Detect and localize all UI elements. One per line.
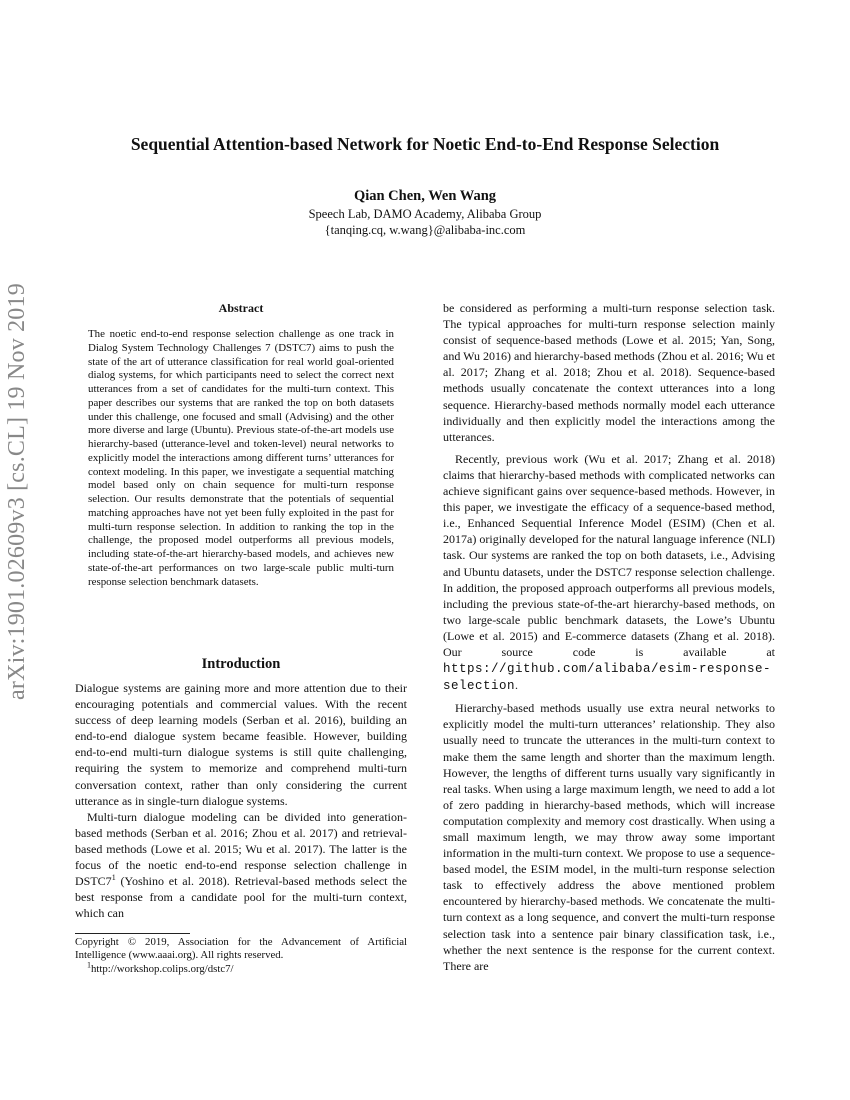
intro-p2-text-cont: (Yoshino et al. 2018). Retrieval-based methods select the best response from a candidate pool for the multi-turn context, which can [75, 874, 407, 921]
footnote-1-link[interactable]: http://workshop.colips.org/dstc7/ [91, 962, 234, 975]
right-column-body [443, 300, 775, 974]
intro-p4-end: . [515, 678, 519, 693]
author-emails: {tanqing.cq, w.wang}@alibaba-inc.com [324, 223, 526, 237]
arxiv-stamp: arXiv:1901.02609v3 [cs.CL] 19 Nov 2019 [4, 283, 30, 700]
intro-paragraph-4 [443, 451, 775, 694]
intro-paragraph-1: Dialogue systems are gaining more and more attention due to their encouraging potentials and commercial values. With the recent success of deep learning models (Serban et al. 2016), building an end-to-end dialogue system became feasible. However, building end-to-end multi-turn dialogue systems is still quite challenging, requiring the system to memorize and comprehend multi-turn conversation context, rather than only considering the current utterance as in single-turn dialogue systems. [75, 681, 407, 808]
source-code-link[interactable]: https://github.com/alibaba/esim-response-selection [443, 662, 772, 694]
footnote-divider [75, 933, 190, 934]
introduction-heading: Introduction [201, 656, 281, 672]
left-column-body [75, 680, 407, 921]
footnote-mark: 1 [111, 873, 116, 883]
paper-title: Sequential Attention-based Network for Noetic End-to-End Response Selection [130, 134, 720, 154]
intro-paragraph-2 [75, 809, 407, 922]
intro-p2-text: Multi-turn dialogue modeling can be divided into generation-based methods (Serban et al. 2016; Zhou et al. 2017) and retrieval-based methods (Lowe et al. 2015; Wu et al. 2017). The latter is the focus of the noetic end-to-end response selection challenge in DSTC7 [75, 809, 407, 889]
footnote-1 [75, 960, 407, 976]
copyright-notice: Copyright © 2019, Association for the Advancement of Artificial Intelligence (www.aaai.org). All rights reserved. [75, 936, 407, 962]
authors: Qian Chen, Wen Wang [353, 188, 497, 204]
affiliation-block [40, 206, 810, 238]
affiliation: Speech Lab, DAMO Academy, Alibaba Group [308, 207, 542, 221]
abstract-heading: Abstract [218, 301, 264, 315]
intro-p4-text: Recently, previous work (Wu et al. 2017; Zhang et al. 2018) claims that hierarchy-based methods with complicated networks can achieve significant gains over sequence-based methods. However, in this paper, we investigate the efficacy of a sequence-based method, i.e., Enhanced Sequential Inference Model (ESIM) (Chen et al. 2017a) originally developed for the natural language inference (NLI) task. Our systems are ranked the top on both datasets, i.e., Advising and Ubuntu datasets, under the DSTC7 response selection challenge. In addition, the proposed approach outperforms all previous models, including the previous state-of-the-art hierarchy-based methods, on two large-scale public benchmark datasets, the Lowe’s Ubuntu (Lowe et al. 2015) and E-commerce datasets (Zhang et al. 2018). Our source code is available at [443, 451, 775, 659]
footnote-1-mark: 1 [87, 960, 91, 970]
footnotes [75, 936, 407, 976]
intro-paragraph-3: be considered as performing a multi-turn response selection task. The typical approaches for multi-turn response selection mainly consist of sequence-based methods (Lowe et al. 2015; Yan, Song, and Wu 2016) and hierarchy-based methods (Zhou et al. 2016; Wu et al. 2017; Zhang et al. 2018; Zhou et al. 2018). Sequence-based methods usually concatenate the context utterances into a long sequence. Hierarchy-based methods normally model each utterance individually and then explicitly model the interactions among the utterances. [443, 301, 775, 444]
abstract-text: The noetic end-to-end response selection challenge as one track in Dialog System Technology Challenges 7 (DSTC7) aims to push the state of the art of utterance classification for real world goal-oriented dialog systems, for which participants need to select the correct next utterances from a set of candidates for the multi-turn context. This paper describes our systems that are ranked the top on both datasets under this challenge, one focused and small (Advising) and the other more diverse and large (Ubuntu). Previous state-of-the-art models use hierarchy-based (utterance-level and token-level) neural networks to explicitly model the interactions among different turns’ utterances for context modeling. In this paper, we investigate a sequential matching model based only on chain sequence for multi-turn response selection. Our results demonstrate that the potentials of sequential matching approaches have not yet been fully exploited in the past for multi-turn response selection. In addition to ranking the top in the challenge, the proposed model outperforms all previous models, including state-of-the-art hierarchy-based models, and achieves new state-of-the-art performances on two large-scale public multi-turn response selection benchmark datasets. [88, 328, 394, 588]
intro-paragraph-5: Hierarchy-based methods usually use extra neural networks to explicitly model the multi-turn utterances’ relationship. They also usually need to truncate the utterances in the multi-turn context to make them the same length and shorter than the maximum length. However, the lengths of different turns usually vary significantly in real tasks. When using a large maximum length, we need to add a lot of zero padding in hierarchy-based methods, which will increase computation complexity and memory cost drastically. When using a small maximum length, we may throw away some important information in the multi-turn context. We propose to use a sequence-based model, the ESIM model, in the multi-turn response selection task to effectively address the above mentioned problem encountered by hierarchy-based methods. We concatenate the multi-turn context as a long sequence, and convert the multi-turn response selection task into a sentence pair binary classification task, i.e., whether the next sentence is the response for the current context. There are [443, 701, 775, 973]
